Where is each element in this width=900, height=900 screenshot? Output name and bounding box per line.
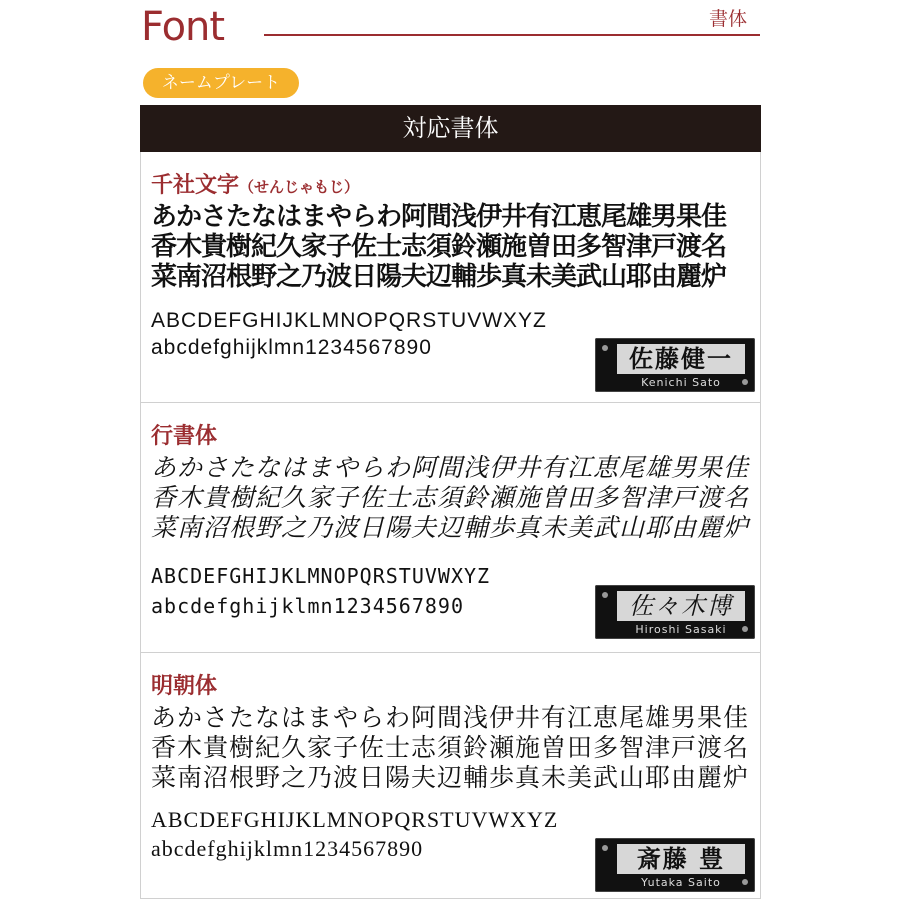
- sample-uppercase: ABCDEFGHIJKLMNOPQRSTUVWXYZ: [151, 309, 547, 332]
- sample-lowercase: abcdefghijklmn1234567890: [151, 594, 464, 618]
- sample-row: 菜南沼根野之乃波日陽夫辺輔歩真未美武山耶由麗炉: [151, 262, 727, 292]
- font-name: [151, 168, 359, 199]
- category-tag: ネームプレート: [143, 68, 299, 98]
- sample-uppercase: ABCDEFGHIJKLMNOPQRSTUVWXYZ: [151, 564, 491, 588]
- sample-characters: [151, 202, 756, 292]
- font-name-text: 千社文字: [151, 173, 240, 198]
- nameplate-sample: [595, 338, 755, 392]
- font-name: 行書体: [151, 424, 218, 449]
- font-section-mincho: [141, 652, 760, 899]
- font-name: 明朝体: [151, 674, 218, 699]
- nameplate-name: 斎藤 豊: [617, 844, 745, 874]
- font-section-senja: [141, 152, 760, 401]
- font-reading: （せんじゃもじ）: [239, 178, 360, 196]
- sample-lowercase: abcdefghijklmn1234567890: [151, 836, 424, 861]
- screw-hole-icon: [602, 345, 608, 351]
- page-title: Font: [141, 4, 225, 50]
- font-section-gyosho: [141, 402, 760, 652]
- sample-row: あかさたなはまやらわ阿間浅伊井有江恵尾雄男果佳: [151, 453, 750, 482]
- sample-characters: [151, 453, 756, 543]
- sample-lowercase: abcdefghijklmn1234567890: [151, 336, 432, 359]
- sample-row: 香木貴樹紀久家子佐士志須鈴瀬施曽田多智津戸渡名: [151, 232, 727, 262]
- sample-row: 香木貴樹紀久家子佐士志須鈴瀬施曽田多智津戸渡名: [151, 483, 750, 512]
- sample-row: あかさたなはまやらわ阿間浅伊井有江恵尾雄男果佳: [151, 703, 750, 732]
- nameplate-roman: Hiroshi Sasaki: [635, 623, 727, 636]
- nameplate-roman: Kenichi Sato: [641, 376, 721, 389]
- header-divider: [264, 34, 760, 36]
- sample-characters: [151, 703, 756, 793]
- sample-uppercase: ABCDEFGHIJKLMNOPQRSTUVWXYZ: [151, 807, 559, 832]
- nameplate-sample: [595, 838, 755, 892]
- sample-row: 菜南沼根野之乃波日陽夫辺輔歩真未美武山耶由麗炉: [151, 763, 750, 792]
- screw-hole-icon: [602, 845, 608, 851]
- sample-row: 香木貴樹紀久家子佐士志須鈴瀬施曽田多智津戸渡名: [151, 733, 750, 762]
- panel-title: 対応書体: [140, 105, 761, 152]
- page-subtitle: 書体: [709, 8, 748, 30]
- nameplate-name: 佐藤健一: [617, 344, 745, 374]
- nameplate-sample: [595, 585, 755, 639]
- sample-row: あかさたなはまやらわ阿間浅伊井有江恵尾雄男果佳: [151, 202, 727, 232]
- nameplate-name: 佐々木博: [617, 591, 745, 621]
- nameplate-roman: Yutaka Saito: [641, 876, 721, 889]
- screw-hole-icon: [602, 592, 608, 598]
- sample-row: 菜南沼根野之乃波日陽夫辺輔歩真未美武山耶由麗炉: [151, 513, 750, 542]
